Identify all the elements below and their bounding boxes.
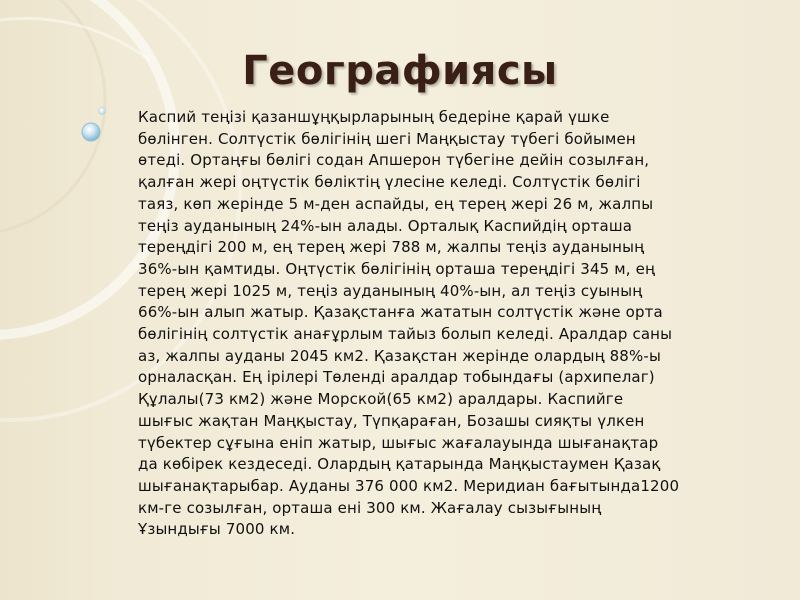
deco-circle-mid: [0, 0, 105, 235]
slide-body-text: Каспий теңізі қазаншұңқырларының бедеріне қарай үшке бөлінген. Солтүстік бөлігінің шегі Маңқыстау түбегі бойымен өтеді. Ортаңғы бөлігі содан Апшерон түбегіне дейін созылған, қалған жері оңтүстік бөліктің үлесіне келеді. Солтүстік бөлігі таяз, көп жерінде 5 м-ден аспайды, ең терең жері 26 м, жалпы теңіз ауданының 24%-ын алады. Орталық Каспийдің орташа тереңдігі 200 м, ең терең жері 788 м, жалпы теңіз ауданының 36%-ын қамтиды. Оңтүстік бөлігінің орташа тереңдігі 345 м, ең терең жері 1025 м, теңіз ауданының 40%-ын, ал теңіз суының 66%-ын алып жатыр. Қазақстанға жататын солтүстік және орта бөлігінің солтүстік анағұрлым тайыз болып келеді. Аралдар саны аз, жалпы ауданы 2045 км2. Қазақстан жерінде олардың 88%-ы орналасқан. Ең ірілері Төленді аралдар тобындағы (архипелаг) Құлалы(73 км2) және Морской(65 км2) аралдары. Каспийге шығыс жақтан Маңқыстау, Түпқараған, Бозашы сияқты үлкен түбектер сұғына еніп жатыр, шығыс жағалауында шығанақтар да көбірек кездеседі. Олардың қатарында Маңқыстаумен Қазақ шығанақтарыбар. Ауданы 376 000 км2. Меридиан бағытында1200 км-ге созылған, орташа ені 300 км. Жағалау сызығының Ұзындығы 7000 км.: [138, 108, 680, 539]
slide-title: Географиясы: [242, 48, 558, 94]
bubble-small-icon: [99, 108, 106, 115]
bubble-icon: [82, 123, 100, 141]
